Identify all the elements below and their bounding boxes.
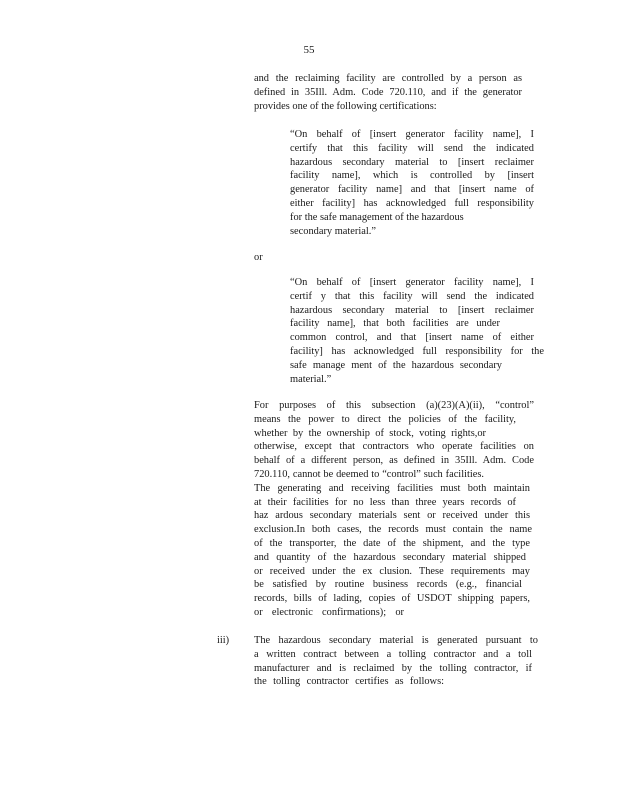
text-line-content: common control, and that [insert name of either xyxy=(290,332,534,344)
text-line-content: whether by the ownership of stock, voting rights,or xyxy=(254,427,486,439)
item-iii-label: iii) xyxy=(217,635,230,646)
text-line: “On behalf of [insert generator facility name], I xyxy=(290,129,534,140)
text-line-content: and quantity of the hazardous secondary material shipped xyxy=(254,551,526,563)
text-line: facility] has acknowledged full responsibility for the xyxy=(290,345,544,357)
text-line xyxy=(254,468,484,482)
text-line: The hazardous secondary material is generated pursuant to xyxy=(254,635,538,646)
certification-quote-2 xyxy=(290,276,544,386)
control-definition-paragraph xyxy=(254,399,534,620)
text-line: secondary material.” xyxy=(290,225,376,237)
certification-quote-1 xyxy=(290,128,534,238)
text-line: For purposes of this subsection (a)(23)(A)(ii), “control” xyxy=(254,400,534,411)
text-line-content: means the power to direct the policies of the facility, xyxy=(254,413,516,425)
text-line: and the reclaiming facility are controlled by a person as xyxy=(254,73,522,84)
text-line xyxy=(290,290,534,304)
or-connector: or xyxy=(254,252,263,263)
text-line: facility name], which is controlled by [insert xyxy=(290,170,534,182)
text-line: hazardous secondary material to [insert reclaimer xyxy=(290,156,534,168)
text-line xyxy=(254,496,516,510)
text-line: generator facility name] and that [insert name of xyxy=(290,184,534,196)
text-line xyxy=(254,413,516,427)
text-line: for the safe management of the hazardous xyxy=(290,211,464,223)
text-line: certify that this facility will send the indicated xyxy=(290,142,534,154)
text-line-content: or received under the ex clusion. These requirements may xyxy=(254,565,530,577)
text-line-content: haz ardous secondary materials sent or received under this xyxy=(254,510,530,522)
text-line-content: exclusion.In both cases, the records must contain the name xyxy=(254,524,532,536)
text-line: provides one of the following certifications: xyxy=(254,100,437,112)
text-line xyxy=(254,578,522,592)
text-line xyxy=(254,551,526,565)
page-number: 55 xyxy=(303,44,315,56)
text-line xyxy=(254,427,486,441)
text-line-content: manufacturer and is reclaimed by the tolling contractor, if xyxy=(254,662,532,674)
text-line-content: records, bills of lading, copies of USDOT shipping papers, xyxy=(254,593,530,605)
text-line-content: or electronic confirmations); or xyxy=(254,606,404,618)
text-line xyxy=(290,276,534,290)
text-line-content: facility name], that both facilities are under xyxy=(290,318,500,330)
text-line-content: of the transporter, the date of the shipment, and the type xyxy=(254,537,530,549)
text-line xyxy=(254,565,530,579)
text-line xyxy=(290,331,534,345)
item-iii-paragraph xyxy=(254,634,538,689)
text-line xyxy=(290,304,534,318)
text-line: otherwise, except that contractors who operate facilities on xyxy=(254,441,534,453)
text-line xyxy=(254,662,532,676)
text-line-content: hazardous secondary material to [insert reclaimer xyxy=(290,304,534,316)
text-line xyxy=(290,317,500,331)
text-line xyxy=(254,537,530,551)
intro-paragraph xyxy=(254,72,522,113)
text-line-content: 720.110, cannot be deemed to “control” such facilities. xyxy=(254,468,484,480)
text-line: either facility] has acknowledged full responsibility xyxy=(290,197,534,209)
text-line xyxy=(254,675,444,689)
text-line: defined in 35Ill. Adm. Code 720.110, and if the generator xyxy=(254,86,522,98)
text-line-content: “On behalf of [insert generator facility name], I xyxy=(290,277,534,288)
text-line xyxy=(254,592,530,606)
text-line xyxy=(254,606,404,620)
text-line xyxy=(254,509,530,523)
text-line-content: The generating and receiving facilities must both maintain xyxy=(254,482,530,494)
text-line-content: a written contract between a tolling contractor and a toll xyxy=(254,648,532,660)
text-line xyxy=(254,482,530,496)
text-line-content: the tolling contractor certifies as follows: xyxy=(254,676,444,688)
text-line-content: certif y that this facility will send the indicated xyxy=(290,290,534,302)
text-line: material.” xyxy=(290,373,332,385)
text-line: behalf of a different person, as defined in 35Ill. Adm. Code xyxy=(254,455,534,467)
text-line xyxy=(290,359,502,373)
text-line-content: at their facilities for no less than three years records of xyxy=(254,496,516,508)
text-line xyxy=(254,523,532,537)
text-line-content: safe manage ment of the hazardous secondary xyxy=(290,359,502,371)
text-line xyxy=(254,648,532,662)
text-line-content: be satisfied by routine business records (e.g., financial xyxy=(254,579,522,591)
